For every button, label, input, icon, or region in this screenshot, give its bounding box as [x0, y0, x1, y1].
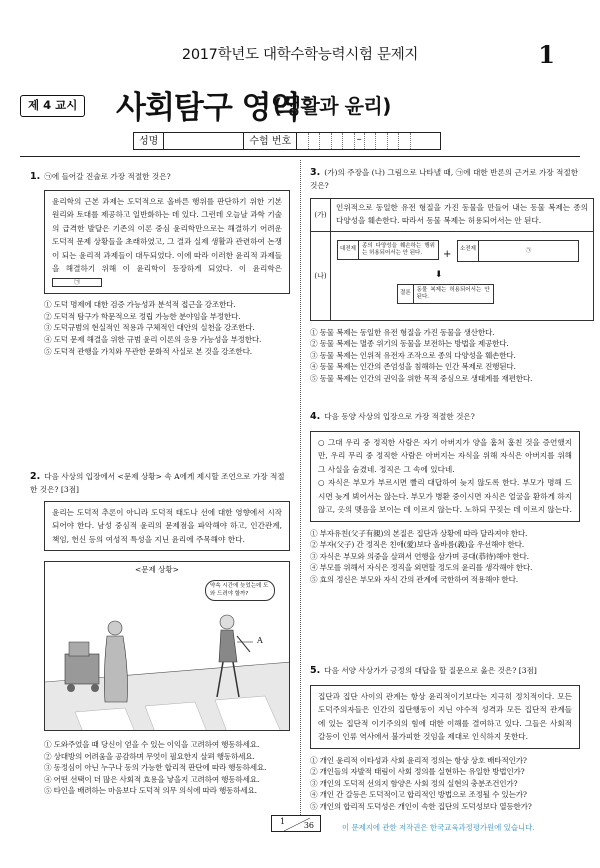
candidate-id-bar: [133, 132, 441, 150]
subject-subtitle: (생활과 윤리): [273, 94, 391, 118]
major-text: 종의 다양성을 훼손하는 행위는 허용되어서는 안 된다.: [359, 240, 439, 261]
option-3[interactable]: ③ 도덕규범의 현실적인 적용과 구체적인 대안의 실천을 강조한다.: [44, 323, 255, 333]
exam-number-cell[interactable]: [388, 133, 400, 149]
question-4: [310, 410, 580, 586]
blank-box: ㉠: [52, 278, 102, 287]
page-total: 36: [303, 821, 314, 830]
table-row-ga: [311, 199, 593, 232]
options-list: [44, 739, 290, 797]
exam-number-cell[interactable]: [343, 133, 355, 149]
option-5[interactable]: ⑤ 효의 정신은 부모와 자식 간의 관계에 국한하여 적용해야 한다.: [310, 574, 518, 584]
column-divider: [300, 160, 301, 815]
exam-number-dash: –: [355, 133, 365, 149]
option-5[interactable]: ⑤ 개인의 합리적 도덕성은 개인이 속한 집단의 도덕성보다 열등한가?: [310, 801, 532, 811]
question-stem: 다음 동양 사상의 입장으로 가장 적절한 것은?: [324, 412, 475, 421]
exam-number-cell[interactable]: [332, 133, 344, 149]
passage-item: ○ 자식은 부모가 부르시면 빨리 대답하여 늦지 않도록 한다. 부모가 명해 드시면 늦게 뵈어서는 않는다. 부모가 병환 중이시면 자식은 얼굴을 환하게 하지 않고, 옷의 맺음을 보이는 데 이르지 않는다. 노하되 꾸짖는 데 이르지 않는다.: [318, 478, 572, 515]
options-list: [310, 528, 580, 586]
exam-title: 2017학년도 대학수학능력시험 문제지: [181, 47, 419, 63]
passage-text: 윤리학의 근본 과제는 도덕적으로 올바른 행위를 판단하기 위한 기본 원리와 토대를 제공하고 일반화하는 데 있다. 그런데 오늘날 과학 기술의 급격한 발달은 기존의 이론 중심 윤리학만으로는 해결하기 어려운 도덕적 문제 상황들을 초래하였고, 그 결과 실제 생활과 관련하여 논쟁이 되는 윤리적 과제들이 대두되었다. 이에 따라 이러한 윤리적 과제들을 해결하기 위해 이 윤리학이 등장하게 되었다. 이 윤리학은: [52, 196, 282, 274]
option-3[interactable]: ③ 개인의 도덕적 선의지 함양은 사회 정의 실현의 충분조건인가?: [310, 778, 518, 788]
option-2[interactable]: ② 동물 복제는 멸종 위기의 동물을 보전하는 방법을 제공한다.: [310, 339, 509, 349]
exam-number-cell[interactable]: [376, 133, 388, 149]
question-3: [310, 166, 588, 384]
option-3[interactable]: ③ 동물 복제는 인위적 유전자 조작으로 종의 다양성을 훼손한다.: [310, 350, 516, 360]
conclusion-text: 동물 복제는 허용되어서는 안 된다.: [414, 284, 494, 305]
passage-box: [310, 431, 580, 522]
options-list: [310, 327, 580, 385]
minor-label: 소전제: [457, 240, 479, 262]
question-number: 1.: [30, 171, 41, 182]
question-stem: 다음 사상의 입장에서 <문제 상황> 속 A에게 제시할 조언으로 가장 적절한 것은? [3점]: [30, 472, 285, 494]
exam-number-cell[interactable]: [365, 133, 377, 149]
person-label: A: [257, 636, 263, 646]
option-1[interactable]: ① 도덕 명제에 대한 검증 가능성과 분석적 접근을 강조한다.: [44, 300, 236, 310]
option-2[interactable]: ② 개인들의 자발적 태림이 사회 정의를 실현하는 유일한 방법인가?: [310, 767, 525, 777]
minor-premise: [457, 240, 579, 262]
row-label: (나): [311, 232, 331, 320]
option-1[interactable]: ① 동물 복제는 동일한 유전 형질을 가진 동물을 생산한다.: [310, 327, 495, 337]
table-row-na: [311, 232, 593, 320]
option-5[interactable]: ⑤ 도덕적 관행을 가치와 무관한 문화적 사실로 본 것을 강조한다.: [44, 346, 252, 356]
fraction-slash: [272, 816, 322, 833]
exam-number-label: 수험 번호: [244, 133, 297, 149]
subject-title: 사회탐구 영역: [116, 90, 300, 126]
option-3[interactable]: ③ 동정심이 아닌 누구나 동의 가능한 합리적 판단에 따라 행동하세요.: [44, 763, 267, 773]
page-counter: [271, 815, 321, 832]
plus-sign: +: [443, 248, 452, 260]
passage-box: [44, 190, 290, 295]
option-3[interactable]: ③ 자식은 부모와 의중을 살펴서 언행을 삼가며 공대(恭待)해야 한다.: [310, 551, 529, 561]
row-text: 인위적으로 동일한 유전 형질을 가진 동물을 만들어 내는 동물 복제는 종의 다양성을 훼손한다. 따라서 동물 복제는 허용되어서는 안 된다.: [336, 202, 588, 225]
options-list: [310, 755, 580, 813]
exam-number-cell[interactable]: [309, 133, 321, 149]
syllogism-diagram: [331, 232, 593, 320]
option-4[interactable]: ④ 도덕 문제 해결을 위한 규범 윤리 이론의 응용 가능성을 부정한다.: [44, 334, 262, 344]
option-4[interactable]: ④ 동물 복제는 인간의 존엄성을 침해하는 인간 복제로 진행된다.: [310, 362, 516, 372]
question-stem: 다음 서양 사상가가 긍정의 대답을 할 질문으로 옳은 것은? [3점]: [324, 666, 537, 675]
option-1[interactable]: ① 개인 윤리적 이타성과 사회 윤리적 정의는 항상 상호 배타적인가?: [310, 755, 527, 765]
option-2[interactable]: ② 도덕적 탐구가 학문적으로 정립 가능한 분야임을 부정한다.: [44, 311, 241, 321]
option-4[interactable]: ④ 개인 간 갈등은 도덕적이고 합리적인 방법으로 조정될 수 있는가?: [310, 790, 527, 800]
passage-text: 윤리는 도덕적 추론이 아니라 도덕적 태도나 선에 대한 영향에서 시작되어야 한다. 남성 중심적 윤리의 문제점을 파악해야 하고, 인간관계, 책임, 헌신 등의 여성적 특성을 지닌 윤리에 주목해야 한다.: [52, 507, 282, 544]
row-label: (가): [311, 199, 331, 231]
name-field[interactable]: [164, 133, 244, 149]
speech-bubble: 약속 시간에 늦었는데 도와 드려야 할까?: [205, 580, 275, 601]
major-premise: [337, 240, 439, 261]
header-rule: [20, 156, 580, 157]
question-stem: ㉠에 들어갈 진술로 가장 적절한 것은?: [44, 172, 171, 181]
question-number: 4.: [310, 411, 321, 422]
question-number: 5.: [310, 665, 321, 676]
option-5[interactable]: ⑤ 동물 복제는 인간의 권익을 위한 목적 중심으로 생태계를 재편한다.: [310, 373, 533, 383]
option-1[interactable]: ① 부자유친(父子有親)의 본질은 집단과 상황에 따라 달라져야 한다.: [310, 528, 528, 538]
page-current: 1: [280, 817, 286, 826]
exam-number-cell[interactable]: [297, 133, 309, 149]
conclusion-label: 결론: [397, 284, 414, 305]
copyright-notice: 이 문제지에 관한 저작권은 한국교육과정평가원에 있습니다.: [342, 823, 535, 832]
option-5[interactable]: ⑤ 타인을 배려하는 마음보다 도덕적 의무 의식에 따라 행동하세요.: [44, 786, 257, 796]
major-label: 대전제: [337, 240, 359, 261]
question-2: [30, 470, 290, 797]
question-5: [310, 664, 580, 812]
exam-number-cell[interactable]: [399, 133, 411, 149]
minor-text: ㉠: [479, 240, 579, 262]
passage-box: [44, 501, 290, 552]
passage-text: 집단과 집단 사이의 관계는 항상 윤리적이기보다는 지극히 정치적이다. 모든 도덕주의자들은 인간의 집단행동이 지닌 야수적 성격과 모든 집단적 관계들에 있는 집단적 이기주의의 힘에 대한 이해를 결여하고 있다. 그들은 사회적 갈등이 인류 역사에서 불가피한 것임을 제대로 인식하지 못한다.: [318, 691, 572, 742]
option-1[interactable]: ① 도와주었을 때 당신이 얻을 수 있는 이익을 고려하여 행동하세요.: [44, 740, 260, 750]
passage-box: [310, 685, 580, 749]
passage-item: ○ 그대 우리 중 정직한 사람은 자기 아버지가 양을 훔쳐 훔친 것을 증언했지만, 우리 무리 중 정직한 사람은 아버지는 자식을 위해 자식은 아버지를 위해 그 사실을 숨겼네. 정직은 그 속에 있다네.: [318, 437, 572, 474]
question-number: 2.: [30, 471, 41, 482]
question-number: 3.: [310, 167, 321, 178]
exam-number-cell[interactable]: [411, 133, 423, 149]
option-4[interactable]: ④ 어떤 선택이 더 많은 사회적 효용을 낳을지 고려하여 행동하세요.: [44, 774, 260, 784]
question-1: [30, 170, 290, 357]
page-number: 1: [538, 40, 555, 69]
options-list: [44, 299, 290, 357]
down-arrow-icon: ⬇: [435, 269, 443, 280]
exam-number-cell[interactable]: [320, 133, 332, 149]
situation-title: <문제 상황>: [135, 565, 179, 575]
conclusion: [397, 284, 494, 305]
option-4[interactable]: ④ 부모를 위해서 자식은 정직을 외면할 정도의 윤리를 생각해야 한다.: [310, 563, 533, 573]
option-2[interactable]: ② 부자(父子) 간 정직은 친애(愛)보다 올바름(義)을 우선해야 한다.: [310, 540, 524, 550]
period-label: 제 4 교시: [20, 95, 85, 117]
name-label: 성명: [134, 133, 164, 149]
situation-illustration: [44, 561, 290, 731]
option-2[interactable]: ② 상대방의 어려움을 공감하며 무엇이 필요한지 살펴 행동하세요.: [44, 751, 255, 761]
question-stem: (가)의 주장을 (나) 그림으로 나타낼 때, ㉠에 대한 반론의 근거로 가장 적절한 것은?: [310, 168, 579, 190]
argument-table: [310, 198, 594, 321]
